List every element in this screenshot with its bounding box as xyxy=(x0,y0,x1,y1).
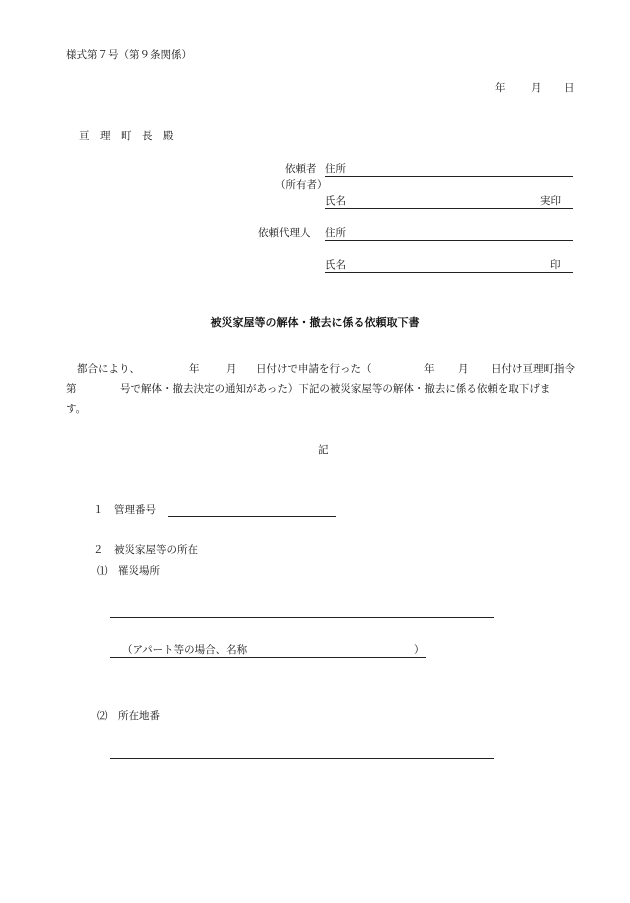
requester-address-line xyxy=(325,176,573,177)
agent-address-line xyxy=(325,240,573,241)
apartment-name-line xyxy=(110,657,426,658)
body-year-1: 年 xyxy=(189,363,200,375)
body-text-1c: 日付け亘理町指令 xyxy=(491,363,575,375)
body-text-3: す。 xyxy=(66,403,87,415)
addressee: 亘 理 町 長 殿 xyxy=(79,130,174,142)
requester-name-line xyxy=(325,208,573,209)
sub-1-disaster-location: ⑴ 罹災場所 xyxy=(97,565,160,577)
body-year-2: 年 xyxy=(424,363,435,375)
date-day-label: 日 xyxy=(564,82,575,94)
requester-address-label: 住所 xyxy=(325,163,346,175)
apartment-name-close: ） xyxy=(414,644,425,656)
sub-2-lot-number: ⑵ 所在地番 xyxy=(97,710,160,722)
requester-seal: 実印 xyxy=(540,195,561,207)
lot-number-line xyxy=(110,758,494,759)
body-month-1: 月 xyxy=(226,363,237,375)
agent-seal: 印 xyxy=(550,259,561,271)
date-month-label: 月 xyxy=(531,82,542,94)
agent-address-label: 住所 xyxy=(325,227,346,239)
agent-name-label: 氏名 xyxy=(325,259,346,271)
requester-name-label: 氏名 xyxy=(325,195,346,207)
disaster-location-line xyxy=(110,617,494,618)
body-text-1b: 日付けで申請を行った（ xyxy=(256,363,372,375)
requester-label: 依頼者 xyxy=(285,163,317,175)
document-title: 被災家屋等の解体・撤去に係る依頼取下書 xyxy=(210,316,420,329)
body-text-2b: 号で解体・撤去決定の通知があった）下記の被災家屋等の解体・撤去に係る依頼を取下げま xyxy=(120,383,551,395)
agent-label: 依頼代理人 xyxy=(258,227,311,239)
apartment-name-open: （アパート等の場合、名称 xyxy=(122,644,248,656)
form-number: 様式第７号（第９条関係） xyxy=(66,49,192,61)
body-text-1a: 都合により、 xyxy=(77,363,140,375)
ki-label: 記 xyxy=(318,444,329,456)
management-number-line xyxy=(168,516,336,517)
item-1-management-number: １ 管理番号 xyxy=(93,504,156,516)
item-2-location: ２ 被災家屋等の所在 xyxy=(93,544,198,556)
requester-sublabel: （所有者） xyxy=(275,179,328,191)
agent-name-line xyxy=(325,272,573,273)
body-text-2a: 第 xyxy=(66,383,77,395)
date-year-label: 年 xyxy=(495,82,506,94)
body-month-2: 月 xyxy=(458,363,469,375)
